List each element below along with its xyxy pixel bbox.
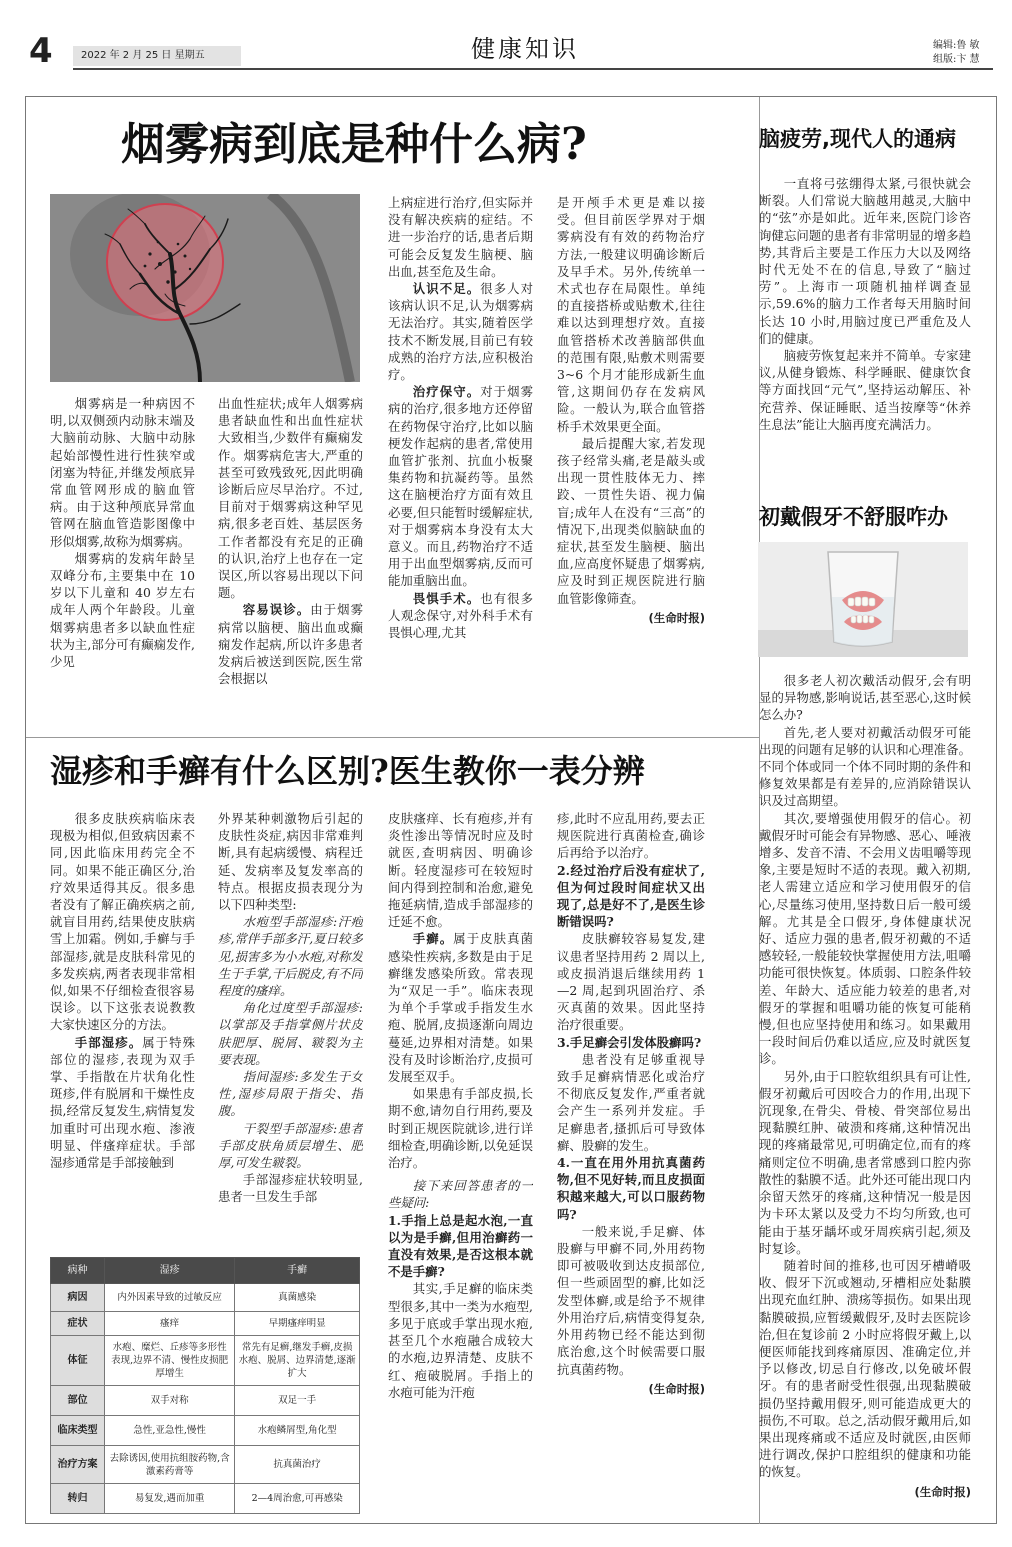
article2-paragraph: 疹,此时不应乱用药,要去正规医院进行真菌检查,确诊后再给予以治疗。	[557, 811, 705, 861]
issue-date: 2022 年 2 月 25 日 星期五	[73, 46, 241, 66]
question-3: 3.手足癣会引发体股癣吗?	[557, 1034, 702, 1050]
article3-paragraph: 脑疲劳恢复起来并不简单。专家建议,从健身锻炼、科学睡眠、健康饮食等方面找回“元气”,坚持运动解压、补充营养、保证睡眠、适当按摩等“休养生息法”能让大脑再度充满活力。	[759, 348, 971, 432]
answer-4: 一般来说,手足癣、体股癣与甲癣不同,外用药物即可被吸收到达皮损部位,但一些顽固型的癣,比如泛发型体癣,或是给予不规律外用治疗后,病情变得复杂,外用药物已经不能达到彻底治愈,这个时候需要口服抗真菌药物。	[557, 1223, 705, 1377]
answer-1: 其实,手足癣的临床类型很多,其中一类为水疱型,多见于底或手掌出现水疱,甚至几个水疱融合成较大的水疱,边界清楚、皮肤不红、疱破脱屑。手指上的水疱可能为汗疱	[388, 1281, 533, 1400]
article-divider	[26, 737, 759, 738]
article2-paragraph: 很多皮肤疾病临床表现极为相似,但致病因素不同,因此临床用药完全不同。如果不能正确区分,治疗效果适得其反。很多患者没有了解正确疾病之前,就盲目用药,结果使皮肤病雪上加霜。例如,手癣与手部湿疹,就是皮肤科常见的多发疾病,两者表现非常相似,如果不仔细检查很容易误诊。以下这张表说教教大家快速区分的方法。	[50, 811, 195, 1033]
article2-paragraph: 皮肤瘙痒、长有疱疹,并有炎性渗出等情况时应及时就医,查明病因、明确诊断。轻度湿疹可在较短时间内得到控制和治愈,避免拖延病情,造成手部湿疹的迁延不愈。	[388, 811, 533, 930]
article2-text: 属于皮肤真菌感染性疾病,多数是由于足癣继发感染所致。常表现为“双足一手”。临床表现为单个手掌或手指发生水疱、脱屑,皮损逐渐向周边蔓延,边界相对清楚。如果没有及时诊断治疗,皮损可发展至双手。	[388, 931, 533, 1085]
section-title: 健康知识	[471, 35, 579, 63]
table-cell: 内外因素导致的过敏反应	[105, 1284, 235, 1312]
article4-paragraph: 很多老人初次戴活动假牙,会有明显的异物感,影响说话,甚至恶心,这时候怎么办?	[759, 673, 971, 723]
proof-line: 组版:卞 慧	[933, 54, 980, 65]
table-cell: 真菌感染	[235, 1284, 360, 1312]
article2-paragraph: 水疱型手部湿疹:汗疱疹,常伴手部多汗,夏日较多见,损害多为小水疱,对称发生于手掌,干后脱皮,有不同程度的瘙痒。	[218, 914, 363, 999]
article1-paragraph: 烟雾病的发病年龄呈双峰分布,主要集中在 10 岁以下儿童和 40 岁左右成年人两个年龄段。儿童烟雾病患者多以缺血性症状为主,部分可有癫痫发作,少见	[50, 550, 195, 670]
table-row-header: 治疗方案	[51, 1446, 105, 1484]
table-header-cell: 手癣	[235, 1258, 360, 1284]
table-cell: 去除诱因,使用抗组胺药物,含激素药膏等	[105, 1446, 235, 1484]
article1-column-2	[218, 395, 363, 725]
table-header-cell: 病种	[51, 1258, 105, 1284]
table-cell: 急性,亚急性,慢性	[105, 1416, 235, 1446]
subhead-awareness: 认识不足。	[412, 281, 481, 297]
article4-body	[759, 672, 971, 1517]
article1-text: 由于烟雾病常以脑梗、脑出血或癫痫发作起病,所以许多患者发病后被送到医院,医生常会根据以	[218, 602, 363, 687]
subhead-misdiagnosis: 容易误诊。	[242, 602, 311, 618]
angiogram-illustration	[50, 194, 360, 382]
subhead-conservative: 治疗保守。	[412, 384, 481, 400]
table-row-header: 临床类型	[51, 1416, 105, 1446]
table-cell: 易复发,遇而加重	[105, 1484, 235, 1514]
article2-paragraph	[50, 1034, 195, 1172]
table-header-cell: 湿疹	[105, 1258, 235, 1284]
article1-paragraph: 上病症进行治疗,但实际并没有解决疾病的症结。不进一步治疗的话,患者后期可能会反复发生脑梗、脑出血,甚至危及生命。	[388, 195, 533, 279]
article2-paragraph: 手部湿疹症状较明显,患者一旦发生手部	[218, 1172, 363, 1205]
article2-paragraph: 干裂型手部湿疹:患者手部皮肤角质层增生、肥厚,可发生皲裂。	[218, 1120, 363, 1171]
page-number: 4	[29, 31, 53, 71]
header-rule	[73, 68, 993, 70]
question-4: 4.一直在用外用抗真菌药物,但不见好转,而且皮损面积越来越大,可以口服药物吗?	[557, 1155, 705, 1222]
table-cell: 水疱鳞屑型,角化型	[235, 1416, 360, 1446]
article1-paragraph: 出血性症状;成年人烟雾病患者缺血性和出血性症状大致相当,少数伴有癫痫发作。烟雾病危害大,严重的甚至可致残致死,因此明确诊断后应尽早治疗。不过,目前对于烟雾病这种罕见病,很多老百姓、基层医务工作者都没有充足的正确的认识,治疗上也存在一定误区,所以容易出现以下问题。	[218, 396, 363, 601]
article2-paragraph: 接下来回答患者的一些疑问:	[388, 1178, 533, 1211]
dentures-in-glass-image	[758, 542, 968, 657]
article1-text: 很多人对该病认识不足,认为烟雾病无法治疗。其实,随着医学技术不断发展,目前已有较成熟的治疗方法,应积极治疗。	[388, 281, 533, 383]
table-cell: 2—4周治愈,可再感染	[235, 1484, 360, 1514]
article3-paragraph: 一直将弓弦绷得太紧,弓很快就会断裂。人们常说大脑越用越灵,大脑中的“弦”亦是如此。近年来,医院门诊咨询健忘问题的患者有非常明显的增多趋势,其背后主要是工作压力大以及网络时代无处不在的信息,导致了“脑过劳”。上海市一项随机抽样调查显示,59.6%的脑力工作者每天用脑时间长达 10 小时,用脑过度已严重危及人们的健康。	[759, 176, 971, 346]
article2-paragraph: 如果患有手部皮损,长期不愈,请勿自行用药,要及时到正规医院就诊,进行详细检查,明确诊断,以免延误治疗。	[388, 1086, 533, 1171]
table-cell: 双手对称	[105, 1386, 235, 1416]
page-header	[25, 30, 1000, 75]
table-cell: 抗真菌治疗	[235, 1446, 360, 1484]
table-row-header: 病因	[51, 1284, 105, 1312]
article4-paragraph: 随着时间的推移,也可因牙槽嵴吸收、假牙下沉或翘动,牙槽相应处黏膜出现充血红肿、溃疡等损伤。如果出现黏膜破损,应暂缓戴假牙,及时去医院诊治,但在复诊前 2 小时应将假牙戴上,以便医师能找到疼痛原因、准确定位,并予以修改,切忌自行修改,以免破坏假牙。有的患者耐受性很强,出现黏膜破损仍坚持戴用假牙,则可能造成更大的损伤,不可取。总之,活动假牙戴用后,如果出现疼痛或不适应及时就医,由医师进行调改,保护口腔组织的健康和功能的恢复。	[759, 1257, 971, 1480]
article1-text: 对于烟雾病的治疗,很多地方还停留在药物保守治疗,比如以脑梗发作起病的患者,常使用血管扩张剂、抗血小板聚集药物和抗凝药等。虽然这在脑梗治疗方面有效且必要,但只能暂时缓解症状,对于烟雾病本身没有太大意义。而且,药物治疗不适用于出血型烟雾病,反而可能加重脑出血。	[388, 384, 533, 589]
table-row	[51, 1312, 360, 1336]
article2-column-2	[218, 810, 363, 1250]
article1-paragraph: 烟雾病是一种病因不明,以双侧颈内动脉末端及大脑前动脉、大脑中动脉起始部慢性进行性狭窄或闭塞为特征,并继发颅底异常血管网形成的脑血管病。由于这种颅底异常血管网在脑血管造影图像中形似烟雾,故称为烟雾病。	[50, 396, 195, 549]
article1-paragraph	[388, 590, 533, 642]
answer-3: 患者没有足够重视导致手足癣病情恶化或治疗不彻底反复发作,严重者就会产生一系列并发症。手足癣患者,搔抓后可导致体癣、股癣的发生。	[557, 1051, 705, 1153]
article2-text: 属于特殊部位的湿疹,表现为双手掌、手指散在片状角化性斑疹,伴有脱屑和干燥性皮损,经常反复发生,病情复发加重时可出现水疱、渗液明显、伴瘙痒症状。手部湿疹通常是手部接触到	[50, 1034, 195, 1171]
article2-column-4	[557, 810, 705, 1515]
table-row-header: 转归	[51, 1484, 105, 1514]
table-row-header: 症状	[51, 1312, 105, 1336]
table-row	[51, 1386, 360, 1416]
article1-paragraph	[218, 601, 363, 687]
question-2: 2.经过治疗后没有症状了,但为何过段时间症状又出现了,总是好不了,是医生诊断错误吗?	[557, 862, 705, 930]
table-row	[51, 1336, 360, 1386]
article4-source: (生命时报)	[914, 1484, 971, 1499]
table-cell: 水疱、糜烂、丘疹等多形性表现,边界不清、慢性皮损肥厚增生	[105, 1336, 235, 1386]
subhead-tinea-manuum: 手癣。	[412, 931, 454, 947]
article2-column-3	[388, 810, 533, 1515]
article1-paragraph: 最后提醒大家,若发现孩子经常头痛,老是敲头或出现一贯性肢体无力、摔跤、一贯性失语、视力偏盲;成年人在没有“三高”的情况下,出现类似脑缺血的症状,甚至发生脑梗、脑出血,应高度怀疑患了烟雾病,应及时到正规医院进行脑血管影像筛查。	[557, 435, 705, 606]
article2-paragraph: 外界某种刺激物后引起的皮肤性炎症,病因非常难判断,具有起病缓慢、病程迁延、发病率及复发率高的特点。根据皮损表现分为以下四种类型:	[218, 811, 363, 913]
table-row	[51, 1446, 360, 1484]
article1-paragraph	[388, 383, 533, 589]
table-row	[51, 1284, 360, 1312]
article2-title: 湿疹和手癣有什么区别?医生教你一表分辨	[50, 752, 645, 790]
article3-body	[759, 175, 971, 460]
article1-column-3	[388, 194, 533, 725]
subhead-hand-eczema: 手部湿疹。	[74, 1034, 143, 1050]
table-row	[51, 1416, 360, 1446]
article4-paragraph: 其次,要增强使用假牙的信心。初戴假牙时可能会有异物感、恶心、唾液增多、发音不清、不会用义齿咀嚼等现象,主要是短时不适的表现。戴入初期,老人需建立适应和学习使用假牙的信心,尽量练习使用,坚持数日后一般可缓解。尤其是全口假牙,身体健康状况好、适应力强的患者,假牙初戴的不适感较轻,一般能较快掌握使用方法,咀嚼功能可很快恢复。体质弱、口腔条件较差、年龄大、适应能力较差的患者,对假牙的掌握和咀嚼功能的恢复可能稍慢,但也应坚持使用和练习。如果戴用一段时间后仍难以适应,应及时就医复诊。	[759, 810, 971, 1067]
article1-paragraph: 是开颅手术更是难以接受。但目前医学界对于烟雾病没有有效的药物治疗方法,一般建议明确诊断后及早手术。另外,传统单一术式也存在局限性。单纯的直接搭桥或贴敷术,往往难以达到理想疗效。直接血管搭桥术改善脑部供血的范围有限,贴敷术则需要 3~6 个月才能形成新生血管,这期间仍存在发病风险。一般认为,联合血管搭桥手术效果更全面。	[557, 195, 705, 434]
article3-title: 脑疲劳,现代人的通病	[759, 127, 956, 151]
editor-credits	[933, 39, 980, 67]
article4-paragraph: 另外,由于口腔软组织具有可让性,假牙初戴后可因咬合力的作用,出现下沉现象,在骨尖、骨棱、骨突部位易出现黏膜红肿、破溃和疼痛,这种情况出现的疼痛最常见,可明确定位,而有的疼痛则定位不明确,患者常感到口腔内弥散性的黏膜不适。此外还可能出现口内余留天然牙的疼痛,这种情况一般是因为卡环太紧以及受力不均匀所致,也可能由于基牙龋坏或牙周疾病引起,须及时复诊。	[759, 1068, 971, 1256]
article2-source: (生命时报)	[648, 1381, 705, 1396]
page-frame	[25, 96, 997, 1524]
table-row	[51, 1484, 360, 1514]
comparison-table	[50, 1257, 360, 1514]
answer-2: 皮肤癣较容易复发,建议患者坚持用药 2 周以上,或皮损消退后继续用药 1—2 周,起到巩固治疗、杀灭真菌的效果。因此坚持治疗很重要。	[557, 931, 705, 1033]
table-row-header: 体征	[51, 1336, 105, 1386]
table-header-row	[51, 1258, 360, 1284]
question-1: 1.手指上总是起水泡,一直以为是手癣,但用治癣药一直没有效果,是否这根本就不是手癣?	[388, 1212, 533, 1280]
brain-angiogram-image	[50, 194, 360, 382]
subhead-fear-surgery: 畏惧手术。	[412, 590, 481, 606]
article1-title: 烟雾病到底是种什么病?	[121, 119, 587, 170]
article1-source: (生命时报)	[648, 610, 705, 625]
article4-title: 初戴假牙不舒服咋办	[759, 505, 948, 529]
table-cell: 早期瘙痒明显	[235, 1312, 360, 1336]
article2-paragraph: 指间湿疹:多发生于女性,湿疹局限于指尖、指腹。	[218, 1069, 363, 1119]
article4-paragraph: 首先,老人要对初戴活动假牙可能出现的问题有足够的认识和心理准备。不同个体或同一个体不同时期的条件和修复效果都是有差异的,应消除错误认识及过高期望。	[759, 724, 971, 809]
table-cell: 双足一手	[235, 1386, 360, 1416]
article2-paragraph	[388, 930, 533, 1085]
dentures-illustration	[758, 542, 968, 657]
table-cell: 常先有足癣,继发手癣,皮损水疱、脱屑、边界清楚,逐渐扩大	[235, 1336, 360, 1386]
article2-paragraph: 角化过度型手部湿疹:以掌部及手指掌侧片状皮肤肥厚、脱屑、皲裂为主要表现。	[218, 1000, 363, 1067]
article1-paragraph	[388, 280, 533, 383]
table-row-header: 部位	[51, 1386, 105, 1416]
table-cell: 瘙痒	[105, 1312, 235, 1336]
article2-column-1	[50, 810, 195, 1250]
article1-column-4	[557, 194, 705, 729]
article1-text: 也有很多人观念保守,对外科手术有畏惧心理,尤其	[388, 590, 533, 641]
editor-line: 编辑:鲁 敏	[933, 40, 980, 51]
article1-column-1	[50, 395, 195, 725]
